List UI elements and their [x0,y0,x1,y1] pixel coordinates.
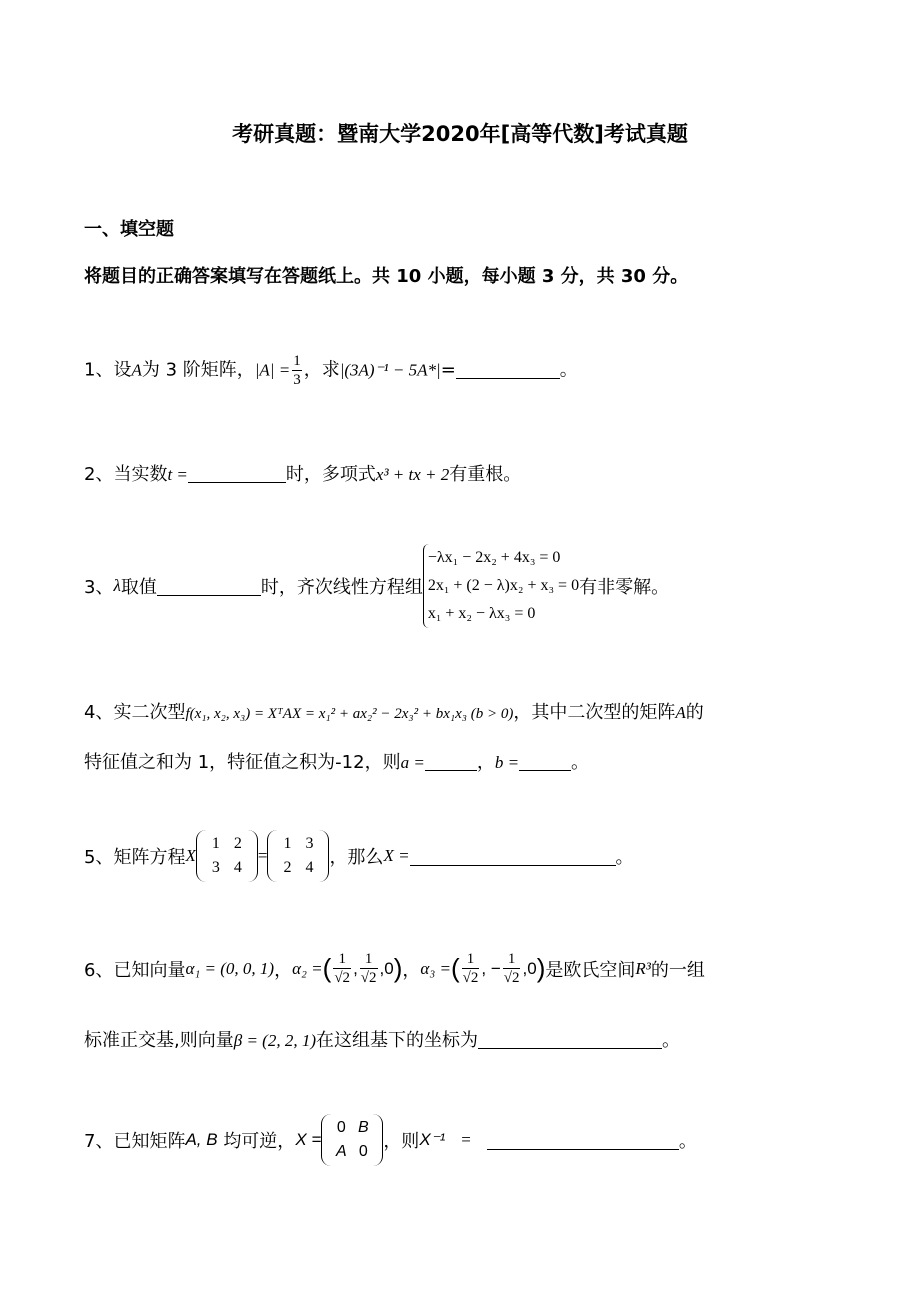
answer-blank-b[interactable] [519,752,571,771]
block-matrix: 0 B A 0 [321,1114,383,1166]
answer-blank[interactable] [456,360,560,379]
section-heading: 一、填空题 [84,219,174,240]
question-4: 4、实二次型f(x₁, x₂, x₃) = XᵀAX = x₁² + ax₂² − 2x₃² + bx₁x₃ (b > 0)，其中二次型的矩阵A的 [84,702,704,723]
question-1: 1、设A为 3 阶矩阵，|A| = $\frac{1}{3}$ ，求|(3A)⁻¹ − 5A*|= 。 [84,353,578,388]
question-4-line-2: 特征值之和为 1，特征值之积为-12，则a = ，b = 。 [84,752,590,773]
question-3: 3、 λ 取值 时，齐次线性方程组 −λx₁ − 2x₂ + 4x₃ = 0 2x₁ + (2 − λ)x₂ + x₃ = 0 x₁ + x₂ − λx₃ = 0 有非零解。 [84,544,669,628]
answer-blank[interactable] [487,1131,679,1150]
answer-blank[interactable] [157,577,261,596]
question-6: 6、已知向量 α₁ = (0, 0, 1) ， α₂ = ( $\frac{1}{√2}$ , $\frac{1}{√2}$ , 0 ) ， α₃ = ( $\frac{1}{√2}$ , − $\frac{1}{√2}$ , 0 ) 是欧氏空间 R³ 的一组 [84,951,705,986]
matrix-left: 1 2 3 4 [196,830,258,882]
answer-blank-a[interactable] [425,752,477,771]
answer-blank[interactable] [478,1030,662,1049]
question-2: 2、当实数t = 时，多项式x³ + tx + 2有重根。 [84,464,522,485]
question-6-line-2: 标准正交基,则向量β = (2, 2, 1)在这组基下的坐标为 。 [84,1030,680,1051]
fraction-one-third: $\frac{1}{3}$ [293,353,301,388]
page-title: 考研真题：暨南大学2020年[高等代数]考试真题 [232,122,688,146]
question-5: 5、矩阵方程 X 1 2 3 4 = 1 3 2 4 ，那么 X = 。 [84,830,634,882]
matrix-right: 1 3 2 4 [267,830,329,882]
question-7: 7、已知矩阵 A, B 均可逆， X = 0 B A 0 ，则 X⁻¹ = 。 [84,1114,697,1166]
vector-alpha-2: ( [322,953,332,983]
instructions: 将题目的正确答案填写在答题纸上。共 10 小题，每小题 3 分，共 30 分。 [84,266,689,287]
vector-alpha-3: ( [450,953,460,983]
linear-system: −λx₁ − 2x₂ + 4x₃ = 0 2x₁ + (2 − λ)x₂ + x₃ = 0 x₁ + x₂ − λx₃ = 0 [423,544,579,628]
answer-blank[interactable] [188,464,286,483]
answer-blank[interactable] [410,847,616,866]
